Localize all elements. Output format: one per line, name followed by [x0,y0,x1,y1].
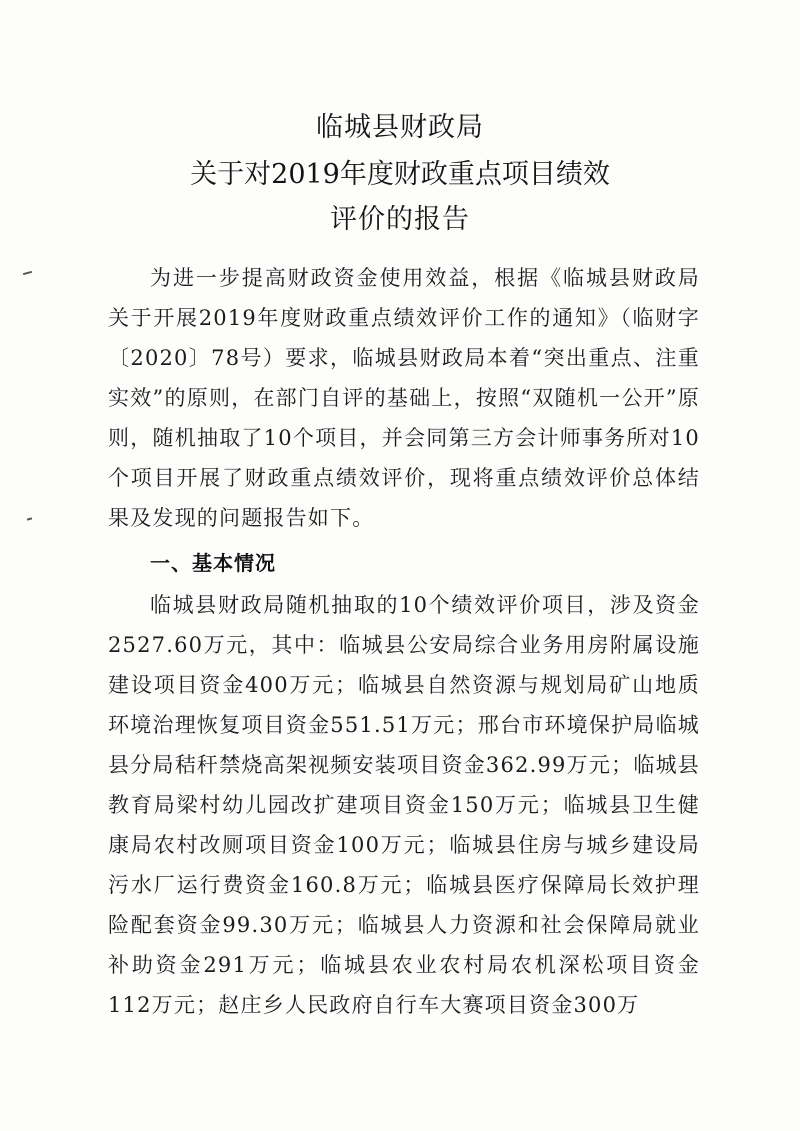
title-line-3: 评价的报告 [330,204,470,235]
title-line-2: 关于对2019年度财政重点项目绩效 [190,159,610,190]
scan-speck [27,517,32,520]
section-heading-basic-info: 一、基本情况 [150,551,276,575]
intro-paragraph: 为进一步提高财政资金使用效益，根据《临城县财政局关于开展2019年度财政重点绩效评价工作的通知》（临财字〔2020〕78号）要求，临城县财政局本着“突出重点、注重实效”的原则，在部门自评的基础上，按照“双随机一公开”原则，随机抽取了10个项目，并会同第三方会计师事务所对10个项目开展了财政重点绩效评价，现将重点绩效评价总体结果及发现的问题报告如下。 [108,266,700,530]
title-line-1: 临城县财政局 [316,112,484,143]
scan-speck [23,271,32,275]
basic-info-paragraph: 临城县财政局随机抽取的10个绩效评价项目，涉及资金2527.60万元，其中：临城县公安局综合业务用房附属设施建设项目资金400万元；临城县自然资源与规划局矿山地质环境治理恢复项目资金551.51万元；邢台市环境保护局临城县分局秸秆禁烧高架视频安装项目资金362.99万元；临城县教育局梁村幼儿园改扩建项目资金150万元；临城县卫生健康局农村改厕项目资金100万元；临城县住房与城乡建设局污水厂运行费资金160.8万元；临城县医疗保障局长效护理险配套资金99.30万元；临城县人力资源和社会保障局就业补助资金291万元；临城县农业农村局农机深松项目资金112万元；赵庄乡人民政府自行车大赛项目资金300万 [108,593,700,1017]
